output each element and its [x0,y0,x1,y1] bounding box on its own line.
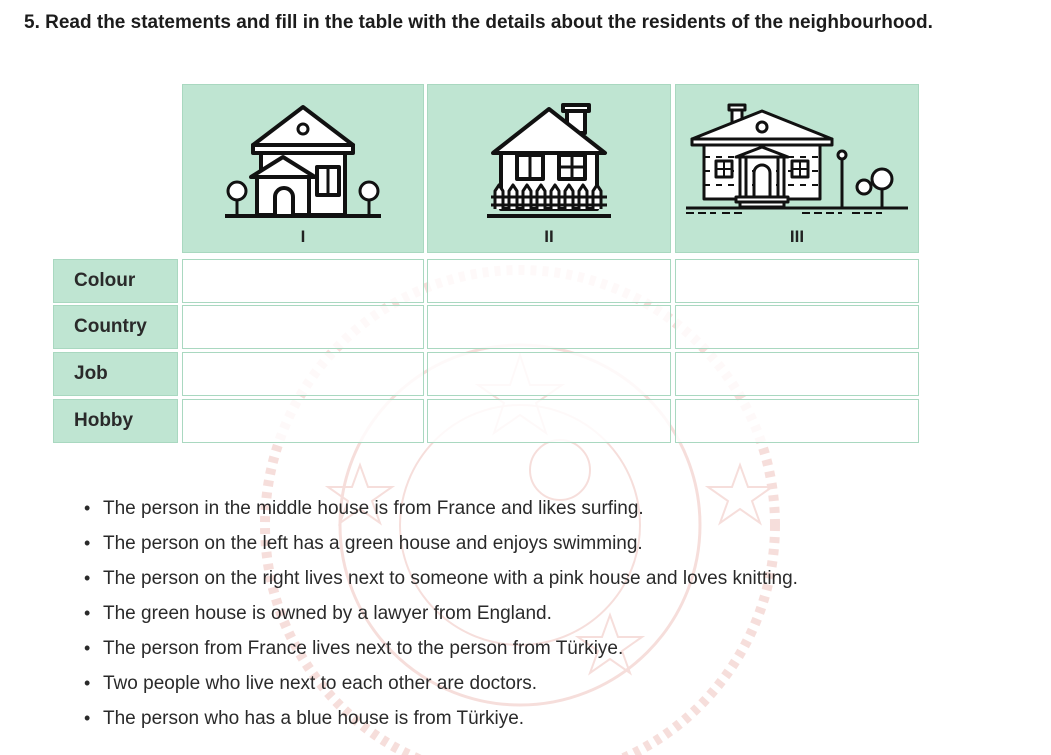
house-with-fence-icon [469,99,629,224]
answer-cell-job-house-3[interactable] [675,352,919,396]
house-numeral: II [544,227,554,246]
statement-item: • The person who has a blue house is from Türkiye. [84,705,798,740]
statement-item: • The person on the left has a green house and enjoys swimming. [84,530,798,565]
statement-item: • The person in the middle house is from France and likes surfing. [84,495,798,530]
house-numeral: I [300,227,306,246]
house-numeral: III [789,227,805,246]
house-with-trees-icon [223,99,383,224]
house-with-columns-icon [682,99,912,224]
row-label-country: Country [53,305,178,349]
bullet-icon: • [84,708,91,728]
statement-item: • The green house is owned by a lawyer from England. [84,600,798,635]
statement-item: • The person on the right lives next to someone with a pink house and loves knitting. [84,565,798,600]
answer-cell-country-house-3[interactable] [675,305,919,349]
answer-cell-hobby-house-3[interactable] [675,399,919,443]
answer-cell-colour-house-3[interactable] [675,259,919,303]
house-column-header-3 [675,84,919,253]
answer-cell-hobby-house-2[interactable] [427,399,671,443]
answer-cell-job-house-1[interactable] [182,352,424,396]
bullet-icon: • [84,533,91,553]
row-label-hobby: Hobby [53,399,178,443]
bullet-icon: • [84,603,91,623]
bullet-icon: • [84,673,91,693]
statement-item: • The person from France lives next to the person from Türkiye. [84,635,798,670]
answer-cell-colour-house-2[interactable] [427,259,671,303]
bullet-icon: • [84,568,91,588]
answer-cell-country-house-1[interactable] [182,305,424,349]
bullet-icon: • [84,638,91,658]
bullet-icon: • [84,498,91,518]
statement-list [84,495,798,740]
exercise-title: 5. Read the statements and fill in the table with the details about the residents of the neighbourhood. [24,12,933,33]
answer-cell-country-house-2[interactable] [427,305,671,349]
row-label-colour: Colour [53,259,178,303]
answer-cell-colour-house-1[interactable] [182,259,424,303]
answer-cell-hobby-house-1[interactable] [182,399,424,443]
house-column-header-2 [427,84,671,253]
answer-cell-job-house-2[interactable] [427,352,671,396]
statement-item: • Two people who live next to each other are doctors. [84,670,798,705]
row-label-job: Job [53,352,178,396]
house-column-header-1 [182,84,424,253]
